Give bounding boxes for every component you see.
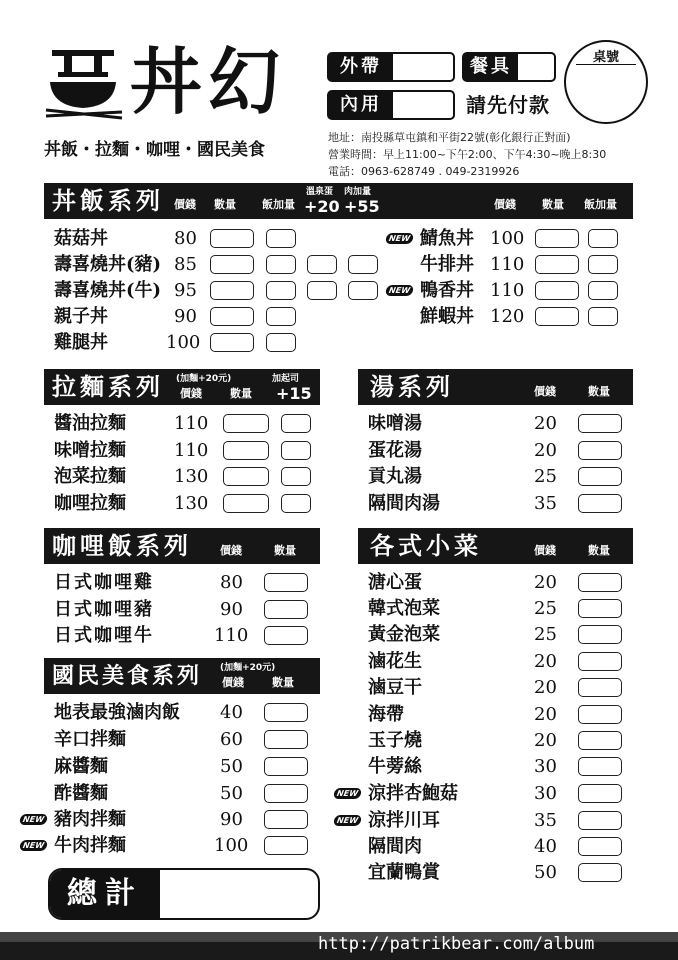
qty-box[interactable] bbox=[264, 730, 308, 749]
list-item: 玉子燒 bbox=[368, 730, 422, 751]
qty-box[interactable] bbox=[535, 281, 579, 300]
item-price: 130 bbox=[174, 466, 209, 487]
meat-price: +55 bbox=[344, 197, 380, 216]
list-item: 溏心蛋 bbox=[368, 572, 422, 593]
item-price: 80 bbox=[220, 572, 243, 593]
item-price: 100 bbox=[166, 332, 201, 353]
cheese-box[interactable] bbox=[281, 494, 311, 513]
item-price: 20 bbox=[534, 677, 557, 698]
list-item: 地表最強滷肉飯 bbox=[54, 702, 180, 723]
item-price: 30 bbox=[534, 783, 557, 804]
qty-box[interactable] bbox=[223, 467, 269, 486]
item-price: 25 bbox=[534, 598, 557, 619]
item-price: 20 bbox=[534, 572, 557, 593]
qty-box[interactable] bbox=[578, 811, 622, 830]
dine-in-label: 內用 bbox=[329, 92, 393, 118]
right-qty-header: 數量 bbox=[542, 198, 564, 211]
brand-name: 丼幻 bbox=[130, 39, 287, 124]
new-badge: NEW bbox=[333, 788, 362, 799]
rice-extra-header: 飯加量 bbox=[262, 198, 295, 211]
qty-header: 數量 bbox=[214, 198, 236, 211]
ramen-header bbox=[44, 369, 320, 405]
utensils-label: 餐具 bbox=[464, 54, 518, 80]
table-number-label: 桌號 bbox=[592, 50, 619, 65]
utensils-checkbox[interactable] bbox=[462, 52, 556, 82]
qty-box[interactable] bbox=[210, 229, 254, 248]
pay-first-notice: 請先付款 bbox=[466, 93, 550, 117]
rice-extra-box[interactable] bbox=[266, 281, 296, 300]
rice-extra-box[interactable] bbox=[266, 307, 296, 326]
sides-title: 各式小菜 bbox=[370, 531, 482, 560]
table-number-divider bbox=[576, 64, 636, 65]
qty-header: 數量 bbox=[588, 385, 610, 398]
qty-box[interactable] bbox=[578, 573, 622, 592]
qty-box[interactable] bbox=[264, 600, 308, 619]
right-price-header: 價錢 bbox=[494, 198, 516, 211]
qty-box[interactable] bbox=[578, 731, 622, 750]
bowl-logo-icon bbox=[44, 48, 124, 120]
qty-box[interactable] bbox=[578, 599, 622, 618]
list-item: 麻醬麵 bbox=[54, 756, 108, 777]
item-price: 90 bbox=[220, 809, 243, 830]
qty-box[interactable] bbox=[210, 333, 254, 352]
list-item: 鮮蝦丼 bbox=[420, 306, 474, 327]
item-price: 25 bbox=[534, 466, 557, 487]
rice-extra-box[interactable] bbox=[266, 229, 296, 248]
list-item: 親子丼 bbox=[54, 306, 108, 327]
item-price: 85 bbox=[174, 254, 197, 275]
cheese-price: +15 bbox=[276, 384, 312, 403]
item-price: 25 bbox=[534, 624, 557, 645]
qty-box[interactable] bbox=[578, 467, 622, 486]
qty-box[interactable] bbox=[535, 255, 579, 274]
soup-header bbox=[358, 369, 633, 405]
rice-extra-box[interactable] bbox=[266, 333, 296, 352]
cheese-box[interactable] bbox=[281, 467, 311, 486]
item-price: 50 bbox=[220, 756, 243, 777]
list-item: 酢醬麵 bbox=[54, 783, 108, 804]
list-item: 味噌拉麵 bbox=[54, 440, 126, 461]
ramen-title: 拉麵系列 bbox=[52, 372, 164, 401]
hours: 營業時間：早上11:00~下午2:00、下午4:30~晚上8:30 bbox=[328, 148, 607, 161]
list-item: 日式咖哩牛 bbox=[54, 625, 154, 646]
list-item: 宜蘭鴨賞 bbox=[368, 862, 440, 883]
item-price: 90 bbox=[174, 306, 197, 327]
list-item: 日式咖哩雞 bbox=[54, 572, 154, 593]
list-item: 辛口拌麵 bbox=[54, 729, 126, 750]
item-price: 35 bbox=[534, 493, 557, 514]
item-price: 50 bbox=[534, 862, 557, 883]
list-item: 味噌湯 bbox=[368, 413, 422, 434]
qty-box[interactable] bbox=[210, 307, 254, 326]
price-header: 價錢 bbox=[174, 198, 196, 211]
list-item: 牛排丼 bbox=[420, 254, 474, 275]
takeout-checkbox[interactable] bbox=[327, 52, 455, 82]
list-item: 雞腿丼 bbox=[54, 332, 108, 353]
phone: 電話：0963-628749 . 049-2319926 bbox=[328, 165, 520, 178]
item-price: 120 bbox=[490, 306, 525, 327]
qty-box[interactable] bbox=[578, 652, 622, 671]
curry-header bbox=[44, 528, 320, 564]
item-price: 130 bbox=[174, 493, 209, 514]
item-price: 40 bbox=[220, 702, 243, 723]
list-item: 咖哩拉麵 bbox=[54, 493, 126, 514]
right-rice-header: 飯加量 bbox=[584, 198, 617, 211]
meat-label: 肉加量 bbox=[344, 187, 372, 197]
list-item: 鴨香丼 bbox=[420, 280, 474, 301]
national-title: 國民美食系列 bbox=[52, 663, 203, 689]
qty-box[interactable] bbox=[264, 810, 308, 829]
item-price: 100 bbox=[214, 835, 249, 856]
qty-header: 數量 bbox=[272, 676, 294, 689]
qty-box[interactable] bbox=[578, 784, 622, 803]
list-item: 海帶 bbox=[368, 704, 404, 725]
item-price: 110 bbox=[174, 440, 209, 461]
qty-box[interactable] bbox=[578, 625, 622, 644]
meat-box[interactable] bbox=[348, 281, 378, 300]
egg-price: +20 bbox=[304, 197, 340, 216]
list-item: 豬肉拌麵 bbox=[54, 809, 126, 830]
donburi-header bbox=[44, 183, 633, 219]
qty-box[interactable] bbox=[264, 626, 308, 645]
item-price: 100 bbox=[490, 228, 525, 249]
qty-box[interactable] bbox=[578, 837, 622, 856]
new-badge: NEW bbox=[385, 233, 414, 244]
new-badge: NEW bbox=[19, 840, 48, 851]
noodle-extra-label: (加麵+20元) bbox=[176, 374, 232, 384]
qty-header: 數量 bbox=[588, 544, 610, 557]
cheese-box[interactable] bbox=[281, 441, 311, 460]
item-price: 95 bbox=[174, 280, 197, 301]
list-item: 牛肉拌麵 bbox=[54, 835, 126, 856]
price-header: 價錢 bbox=[222, 676, 244, 689]
list-item: 隔間肉 bbox=[368, 836, 422, 857]
noodle-extra-label: (加麵+20元) bbox=[220, 663, 276, 673]
list-item: 滷豆干 bbox=[368, 677, 422, 698]
qty-box[interactable] bbox=[210, 255, 254, 274]
curry-title: 咖哩飯系列 bbox=[52, 531, 192, 560]
list-item: 鯖魚丼 bbox=[420, 228, 474, 249]
qty-box[interactable] bbox=[578, 678, 622, 697]
qty-box[interactable] bbox=[264, 836, 308, 855]
qty-header: 數量 bbox=[230, 387, 252, 400]
donburi-title: 丼飯系列 bbox=[52, 186, 164, 215]
item-price: 35 bbox=[534, 810, 557, 831]
qty-box[interactable] bbox=[535, 229, 579, 248]
qty-box[interactable] bbox=[578, 757, 622, 776]
list-item: 滷花生 bbox=[368, 651, 422, 672]
item-price: 50 bbox=[220, 783, 243, 804]
qty-box[interactable] bbox=[535, 307, 579, 326]
qty-box[interactable] bbox=[264, 703, 308, 722]
price-header: 價錢 bbox=[534, 544, 556, 557]
list-item: 日式咖哩豬 bbox=[54, 599, 154, 620]
qty-box[interactable] bbox=[578, 705, 622, 724]
egg-box[interactable] bbox=[307, 281, 337, 300]
item-price: 20 bbox=[534, 440, 557, 461]
total-label: 總計 bbox=[50, 870, 160, 918]
qty-box[interactable] bbox=[578, 863, 622, 882]
item-price: 110 bbox=[214, 625, 249, 646]
item-price: 90 bbox=[220, 599, 243, 620]
cheese-label: 加起司 bbox=[272, 374, 300, 384]
national-header bbox=[44, 658, 320, 694]
rice-extra-box[interactable] bbox=[588, 229, 618, 248]
list-item: 泡菜拉麵 bbox=[54, 466, 126, 487]
egg-label: 溫泉蛋 bbox=[306, 187, 334, 197]
item-price: 40 bbox=[534, 836, 557, 857]
list-item: 牛蒡絲 bbox=[368, 756, 422, 777]
qty-box[interactable] bbox=[210, 281, 254, 300]
item-price: 20 bbox=[534, 413, 557, 434]
list-item: 涼拌川耳 bbox=[368, 810, 440, 831]
list-item: 韓式泡菜 bbox=[368, 598, 440, 619]
list-item: 隔間肉湯 bbox=[368, 493, 440, 514]
price-header: 價錢 bbox=[180, 387, 202, 400]
soup-title: 湯系列 bbox=[370, 372, 454, 401]
rice-extra-box[interactable] bbox=[588, 307, 618, 326]
item-price: 80 bbox=[174, 228, 197, 249]
total-field[interactable] bbox=[48, 868, 320, 920]
new-badge: NEW bbox=[19, 814, 48, 825]
cheese-box[interactable] bbox=[281, 414, 311, 433]
egg-box[interactable] bbox=[307, 255, 337, 274]
rice-extra-box[interactable] bbox=[588, 281, 618, 300]
price-header: 價錢 bbox=[220, 544, 242, 557]
qty-box[interactable] bbox=[578, 414, 622, 433]
list-item: 涼拌杏鮑菇 bbox=[368, 783, 458, 804]
dine-in-checkbox[interactable] bbox=[327, 90, 455, 120]
qty-box[interactable] bbox=[223, 494, 269, 513]
qty-box[interactable] bbox=[264, 757, 308, 776]
new-badge: NEW bbox=[385, 285, 414, 296]
sides-header bbox=[358, 528, 633, 564]
rice-extra-box[interactable] bbox=[588, 255, 618, 274]
list-item: 醬油拉麵 bbox=[54, 413, 126, 434]
list-item: 壽喜燒丼(豬) bbox=[54, 254, 162, 275]
meat-box[interactable] bbox=[348, 255, 378, 274]
price-header: 價錢 bbox=[534, 385, 556, 398]
qty-box[interactable] bbox=[578, 494, 622, 513]
list-item: 黃金泡菜 bbox=[368, 624, 440, 645]
item-price: 60 bbox=[220, 729, 243, 750]
list-item: 壽喜燒丼(牛) bbox=[54, 280, 162, 301]
item-price: 110 bbox=[490, 280, 525, 301]
takeout-label: 外帶 bbox=[329, 54, 393, 80]
list-item: 蛋花湯 bbox=[368, 440, 422, 461]
qty-box[interactable] bbox=[223, 414, 269, 433]
qty-box[interactable] bbox=[264, 573, 308, 592]
table-number-field[interactable] bbox=[564, 40, 648, 124]
qty-header: 數量 bbox=[274, 544, 296, 557]
list-item: 貢丸湯 bbox=[368, 466, 422, 487]
tagline: 丼飯・拉麵・咖哩・國民美食 bbox=[44, 140, 265, 160]
new-badge: NEW bbox=[333, 815, 362, 826]
qty-box[interactable] bbox=[578, 441, 622, 460]
item-price: 20 bbox=[534, 651, 557, 672]
item-price: 110 bbox=[174, 413, 209, 434]
item-price: 30 bbox=[534, 756, 557, 777]
qty-box[interactable] bbox=[223, 441, 269, 460]
list-item: 菇菇丼 bbox=[54, 228, 108, 249]
address: 地址：南投縣草屯鎮和平街22號(彰化銀行正對面) bbox=[328, 131, 571, 144]
watermark: http://patrikbear.com/album bbox=[318, 934, 595, 954]
rice-extra-box[interactable] bbox=[266, 255, 296, 274]
item-price: 110 bbox=[490, 254, 525, 275]
item-price: 20 bbox=[534, 730, 557, 751]
item-price: 20 bbox=[534, 704, 557, 725]
qty-box[interactable] bbox=[264, 784, 308, 803]
